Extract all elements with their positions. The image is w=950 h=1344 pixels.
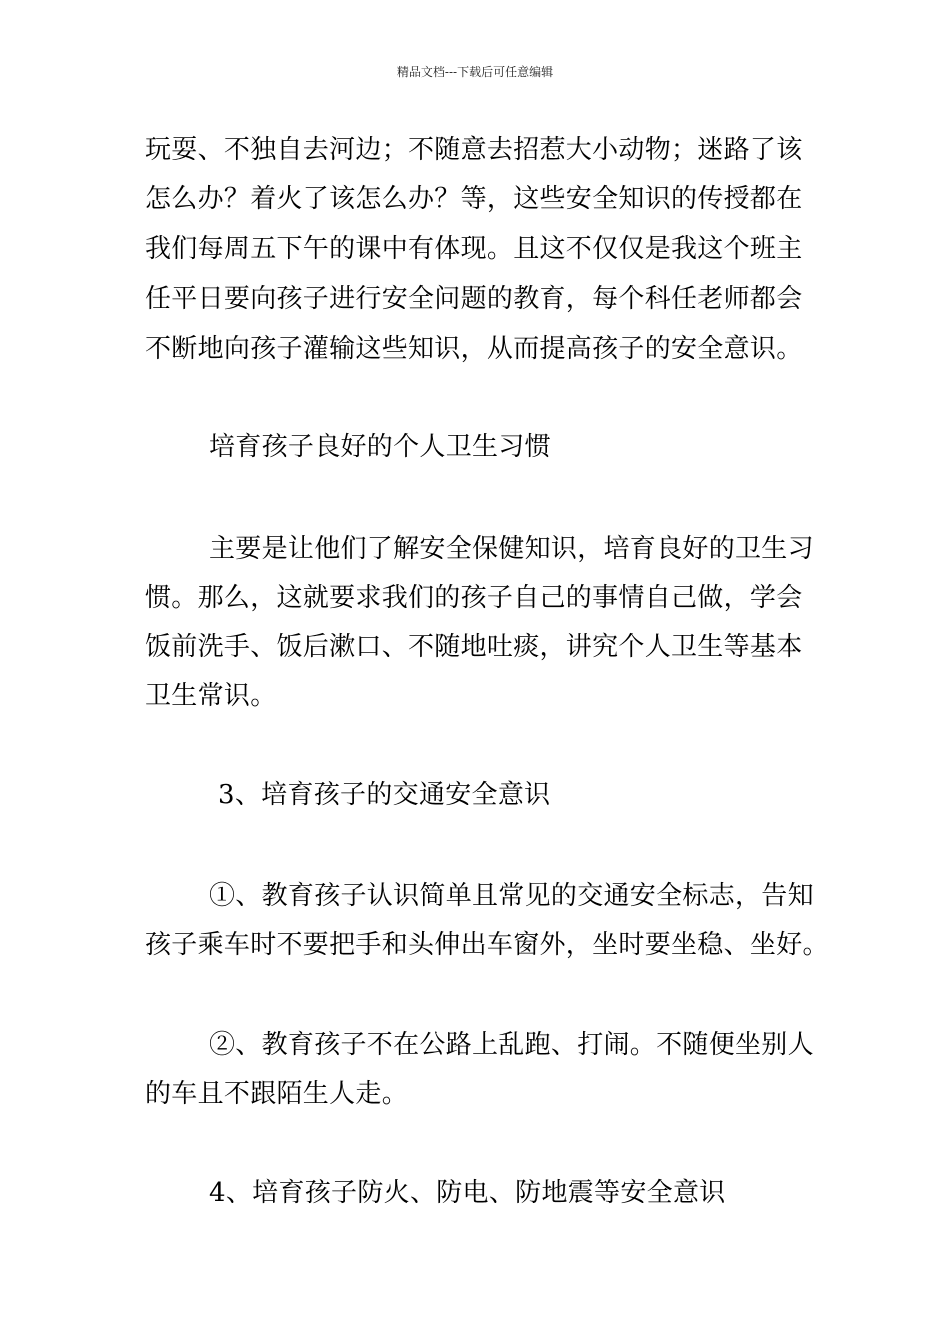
section-heading: 培育孩子良好的个人卫生习惯 (209, 432, 551, 462)
paragraph-line: 任平日要向孩子进行安全问题的教育，每个科任老师都会 (145, 284, 803, 314)
paragraph-line: 孩子乘车时不要把手和头伸出车窗外，坐时要坐稳、坐好。 (145, 930, 829, 960)
paragraph-line: ①、教育孩子认识简单且常见的交通安全标志，告知 (209, 881, 814, 911)
paragraph-line: 玩耍、不独自去河边；不随意去招惹大小动物；迷路了该 (145, 135, 803, 165)
paragraph-line: 不断地向孩子灌输这些知识，从而提高孩子的安全意识。 (145, 334, 803, 364)
paragraph-line: 惯。那么，这就要求我们的孩子自己的事情自己做，学会 (145, 583, 803, 613)
paragraph-line: 卫生常识。 (145, 681, 277, 711)
page-header: 精品文档---下载后可任意编辑 (396, 65, 554, 79)
paragraph-line: 饭前洗手、饭后漱口、不随地吐痰，讲究个人卫生等基本 (145, 632, 803, 662)
paragraph-line: 我们每周五下午的课中有体现。且这不仅仅是我这个班主 (145, 234, 803, 264)
section-heading: 3、培育孩子的交通安全意识 (218, 780, 551, 810)
section-heading: 4、培育孩子防火、防电、防地震等安全意识 (209, 1178, 726, 1208)
paragraph-line: 主要是让他们了解安全保健知识，培育良好的卫生习 (209, 534, 814, 564)
paragraph-line: 怎么办？着火了该怎么办？等，这些安全知识的传授都在 (145, 184, 803, 214)
paragraph-line: 的车且不跟陌生人走。 (145, 1079, 409, 1109)
paragraph-line: ②、教育孩子不在公路上乱跑、打闹。不随便坐别人 (209, 1030, 814, 1060)
